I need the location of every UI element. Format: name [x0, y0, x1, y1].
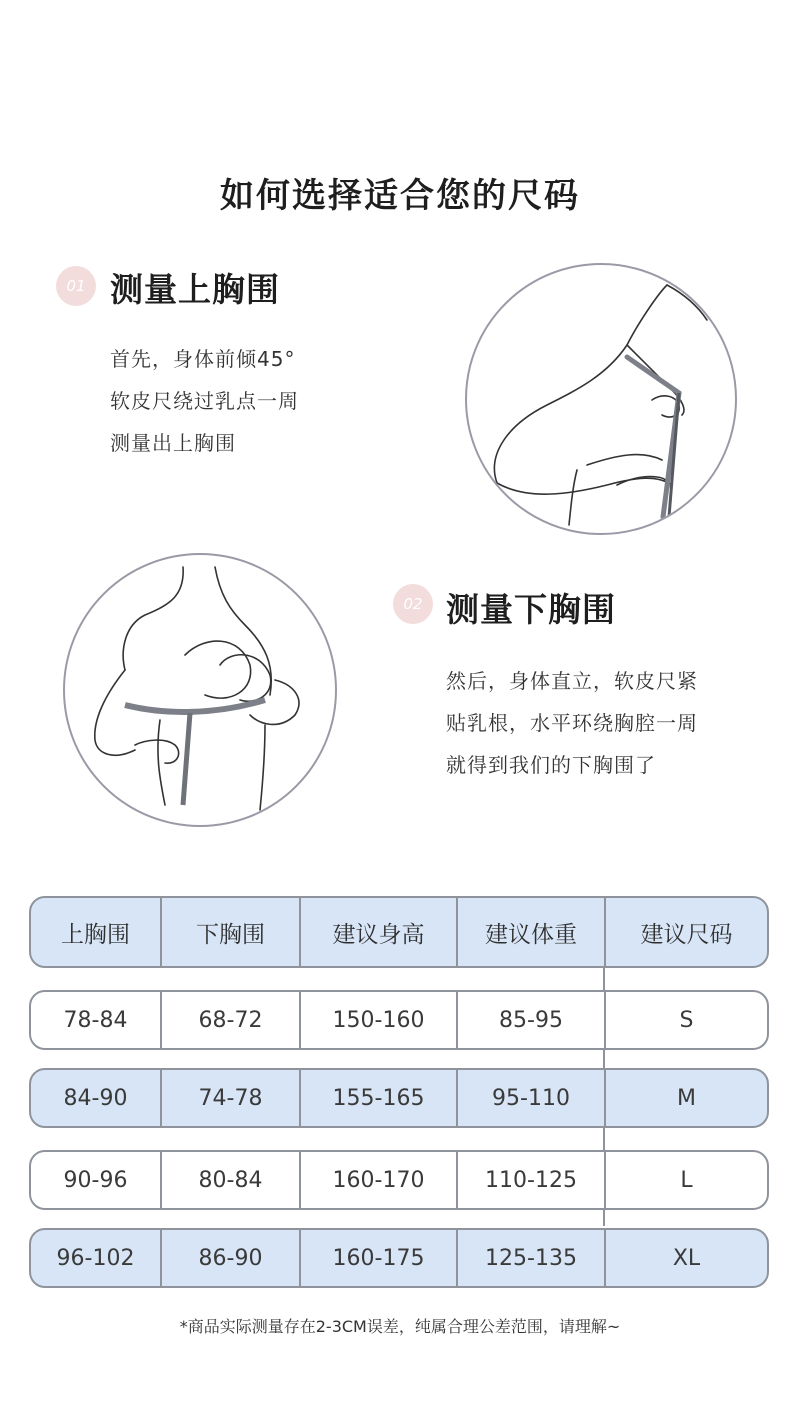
header-cell: 建议身高 — [301, 898, 458, 966]
step-2-text — [446, 660, 698, 786]
table-row — [29, 1150, 769, 1210]
table-cell: 90-96 — [31, 1152, 162, 1208]
step-1-line: 测量出上胸围 — [110, 431, 236, 455]
header-cell: 建议体重 — [458, 898, 606, 966]
table-cell: 155-165 — [301, 1070, 458, 1126]
step-1-line: 首先，身体前倾45° — [110, 347, 296, 371]
under-bust-illustration — [63, 553, 337, 827]
table-cell: 160-175 — [301, 1230, 458, 1286]
table-cell: XL — [672, 1245, 701, 1271]
table-cell: 160-170 — [301, 1152, 458, 1208]
table-cell: 86-90 — [162, 1230, 301, 1286]
step-1-text — [110, 338, 299, 464]
table-cell: L — [680, 1167, 693, 1193]
table-cell: 84-90 — [31, 1070, 162, 1126]
step-2-line: 就得到我们的下胸围了 — [446, 753, 656, 777]
table-cell: M — [677, 1085, 696, 1111]
table-cell: 96-102 — [31, 1230, 162, 1286]
step-1-line: 软皮尺绕过乳点一周 — [110, 389, 299, 413]
table-row — [29, 1228, 769, 1288]
table-cell: 85-95 — [458, 992, 606, 1048]
table-cell: 68-72 — [162, 992, 301, 1048]
table-cell: 110-125 — [458, 1152, 606, 1208]
table-row — [29, 1068, 769, 1128]
upper-bust-drawing — [467, 265, 735, 533]
page-title: 如何选择适合您的尺码 — [220, 176, 580, 216]
header-cell: 建议尺码 — [640, 921, 733, 948]
header-cell: 上胸围 — [31, 898, 162, 966]
table-cell: 78-84 — [31, 992, 162, 1048]
table-cell: 74-78 — [162, 1070, 301, 1126]
table-cell: 125-135 — [458, 1230, 606, 1286]
step-2-heading: 测量下胸围 — [446, 590, 616, 629]
step-2-line: 贴乳根，水平环绕胸腔一周 — [446, 711, 698, 735]
table-cell: 80-84 — [162, 1152, 301, 1208]
under-bust-drawing — [65, 555, 335, 825]
table-row — [29, 990, 769, 1050]
table-cell: 150-160 — [301, 992, 458, 1048]
step-1-heading: 测量上胸围 — [110, 270, 280, 309]
step-2-line: 然后，身体直立，软皮尺紧 — [446, 669, 698, 693]
step-2-badge: 02 — [393, 584, 433, 624]
footnote: *商品实际测量存在2-3CM误差，纯属合理公差范围，请理解~ — [179, 1317, 621, 1336]
header-cell: 下胸围 — [162, 898, 301, 966]
step-1-badge: 01 — [56, 266, 96, 306]
table-cell: S — [679, 1007, 694, 1033]
upper-bust-illustration — [465, 263, 737, 535]
table-cell: 95-110 — [458, 1070, 606, 1126]
size-table-header — [29, 896, 769, 968]
